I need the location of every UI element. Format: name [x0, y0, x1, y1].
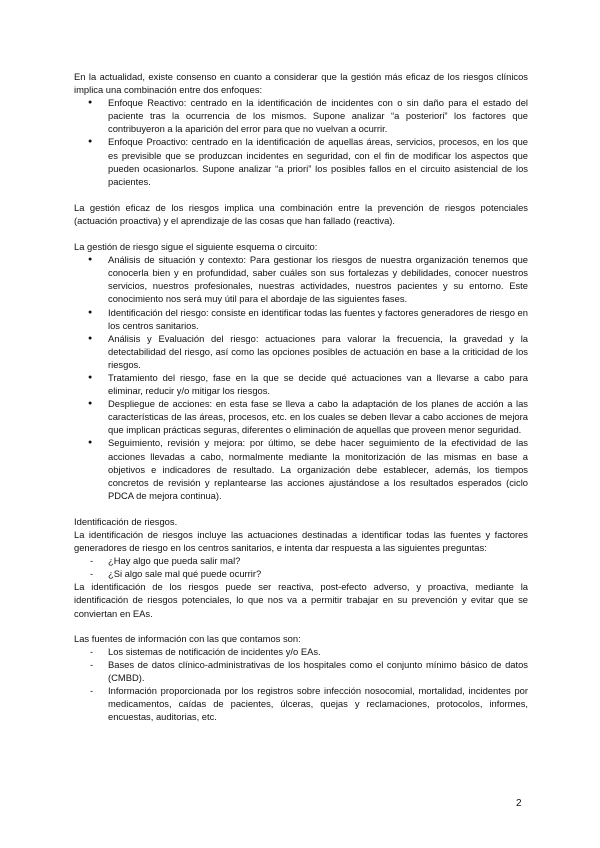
list-item-reactive: ● Enfoque Reactivo: centrado en la identificación de incidentes con o sin daño para el estado del paciente tras la ocurrencia de los mismos. Supone analizar “a posteriori” los factores que contribuyeron a la aparición del error para que no vuelvan a ocurrir. — [74, 96, 528, 135]
list-item-risk-treatment: ● Tratamiento del riesgo, fase en la que se decide qué actuaciones van a llevarse a cabo para eliminar, reducir y/o mitigar los riesgos. — [74, 371, 528, 397]
sources-paragraph: Las fuentes de información con las que contamos son: — [74, 632, 301, 644]
approaches-list — [74, 96, 528, 188]
source-item: - Bases de datos clínico-administrativas de los hospitales como el conjunto mínimo básico de datos (CMBD). — [74, 658, 528, 684]
question-item: - ¿Hay algo que pueda salir mal? — [74, 554, 528, 567]
circuit-list — [74, 253, 528, 502]
identification-paragraph: La identificación de riesgos incluye las actuaciones destinadas a identificar todas las fuentes y factores generadores de riesgo en los centros sanitarios, e intenta dar respuesta a las siguientes preguntas: — [74, 529, 528, 554]
identification-followup-paragraph: La identificación de los riesgos puede ser reactiva, post-efecto adverso, y proactiva, mediante la identificación de riesgos potenciales, lo que nos va a permitir trabajar en su prevención y evitar que se conviertan en EAs. — [74, 581, 528, 619]
source-item: - Los sistemas de notificación de incidentes y/o EAs. — [74, 645, 528, 658]
page-number: 2 — [516, 798, 522, 809]
questions-list — [74, 554, 528, 580]
combination-paragraph: La gestión eficaz de los riesgos implica una combinación entre la prevención de riesgos potenciales (actuación proactiva) y el aprendizaje de las cosas que han fallado (reactiva). — [74, 201, 528, 226]
list-item-risk-evaluation: ● Análisis y Evaluación del riesgo: actuaciones para valorar la frecuencia, la gravedad y la detectabilidad del riesgo, así como las opciones posibles de actuación en base a la criticidad de los riesgos. — [74, 332, 528, 371]
intro-paragraph: En la actualidad, existe consenso en cuanto a considerar que la gestión más eficaz de los riesgos clínicos implica una combinación entre dos enfoques: — [74, 71, 528, 96]
list-item-proactive: ● Enfoque Proactivo: centrado en la identificación de aquellas áreas, servicios, procesos, en los que es previsible que se produzcan incidentes en seguridad, con el fin de modificar los aspectos que pueden ocasionarlos. Supone analizar “a priori” los posibles fallos en el circuito asistencial de los pacientes. — [74, 135, 528, 187]
section-heading: Identificación de riesgos. — [74, 515, 178, 527]
source-item: - Información proporcionada por los registros sobre infección nosocomial, mortalidad, incidentes por medicamentos, caídas de pacientes, úlceras, quejas y reclamaciones, protocolos, informes, encuestas, auditorias, etc. — [74, 684, 528, 723]
sources-list — [74, 645, 528, 724]
list-item-follow-up: ● Seguimiento, revisión y mejora: por último, se debe hacer seguimiento de la efectividad de las acciones llevadas a cabo, normalmente mediante la monitorización de las mismas en base a objetivos e indicadores de resultado. La organización debe establecer, además, los tiempos concretos de revisión y replantearse las acciones ajustándose a los resultados esperados (ciclo PDCA de mejora continua). — [74, 436, 528, 501]
list-item-analysis-context: ● Análisis de situación y contexto: Para gestionar los riesgos de nuestra organización tenemos que conocerla bien y en profundidad, saber cuáles son sus fortalezas y debilidades, conocer nuestros servicios, nuestros profesionales, nuestras actividades, nuestros pacientes y su entorno. Este conocimiento nos será muy útil para el abordaje de las siguientes fases. — [74, 253, 528, 305]
list-item-risk-identification: ● Identificación del riesgo: consiste en identificar todas las fuentes y factores generadores de riesgo en los centros sanitarios. — [74, 306, 528, 332]
list-item-action-deployment: ● Despliegue de acciones: en esta fase se lleva a cabo la adaptación de los planes de acción a las características de las áreas, procesos, etc. en los cuales se deben llevar a cabo acciones de mejora que implican prácticas seguras, diferentes o eliminación de aquellas que proveen menor seguridad. — [74, 397, 528, 436]
circuit-paragraph: La gestión de riesgo sigue el siguiente esquema o circuito: — [74, 241, 318, 253]
page-content — [74, 70, 528, 723]
question-item: - ¿Si algo sale mal qué puede ocurrir? — [74, 567, 528, 580]
